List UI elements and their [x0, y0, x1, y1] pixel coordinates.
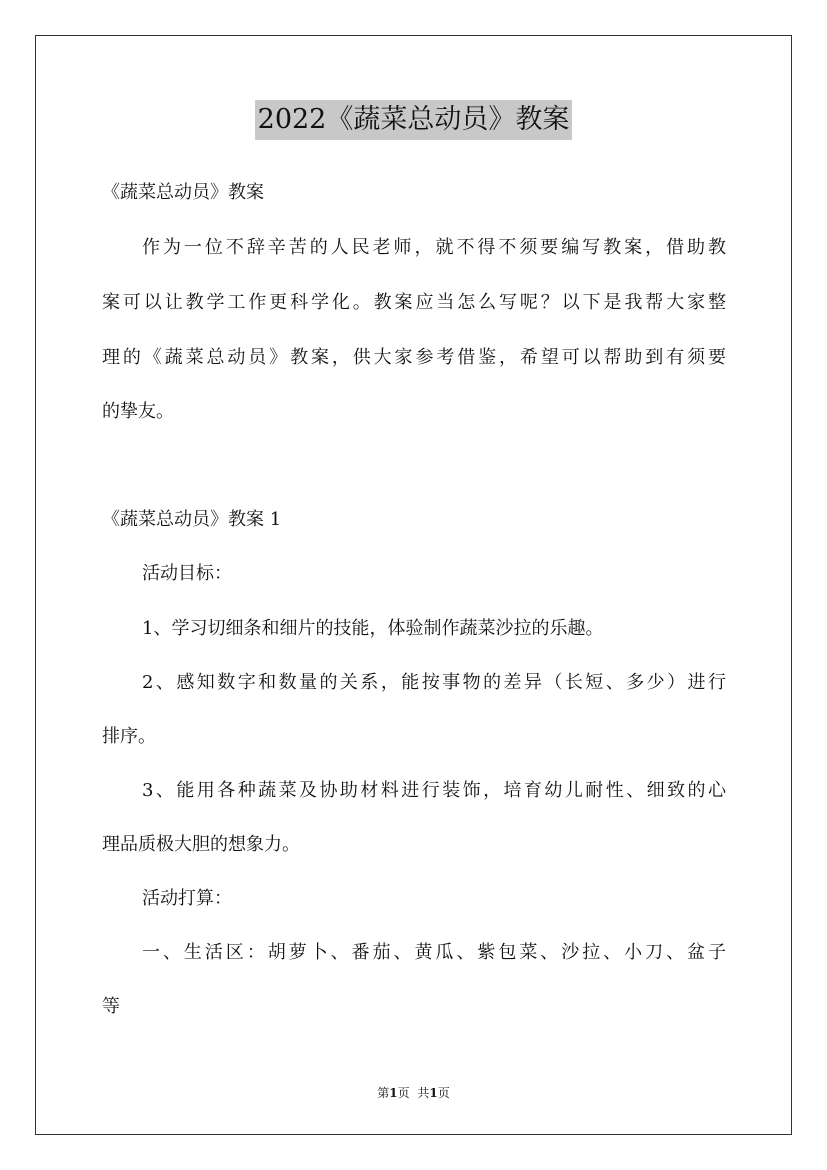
- goal-2-line-2: 排序。: [102, 726, 156, 747]
- intro-line-2: 案可以让教学工作更科学化。教案应当怎么写呢？以下是我帮大家整: [102, 292, 726, 313]
- prep-heading: 活动打算：: [142, 888, 232, 909]
- goal-3-line-1: 3、能用各种蔬菜及协助材料进行装饰，培育幼儿耐性、细致的心: [142, 780, 726, 801]
- subtitle: 《蔬菜总动员》教案: [102, 182, 264, 203]
- footer-total-number: 1: [429, 1086, 438, 1100]
- intro-line-4: 的挚友。: [102, 401, 174, 422]
- footer-page-suffix: 页: [397, 1086, 410, 1100]
- intro-line-3: 理的《蔬菜总动员》教案，供大家参考借鉴，希望可以帮助到有须要: [102, 347, 726, 368]
- intro-line-1: 作为一位不辞辛苦的人民老师，就不得不须要编写教案，借助教: [142, 237, 726, 258]
- title-wrap: [0, 100, 827, 140]
- goal-1: 1、学习切细条和细片的技能，体验制作蔬菜沙拉的乐趣。: [142, 618, 604, 639]
- prep-1-line-1: 一、生活区：胡萝卜、番茄、黄瓜、紫包菜、沙拉、小刀、盆子: [142, 942, 726, 963]
- page-footer: [0, 1084, 827, 1102]
- footer-page-number: 1: [389, 1086, 398, 1100]
- footer-page-prefix: 第: [377, 1086, 390, 1100]
- footer-total-suffix: 页: [437, 1086, 450, 1100]
- goal-2-line-1: 2、感知数字和数量的关系，能按事物的差异（长短、多少）进行: [142, 672, 726, 693]
- goal-3-line-2: 理品质极大胆的想象力。: [102, 834, 300, 855]
- footer-total-prefix: 共: [417, 1086, 430, 1100]
- goals-heading: 活动目标：: [142, 563, 232, 584]
- document-title: 2022《蔬菜总动员》教案: [255, 100, 573, 140]
- prep-1-line-2: 等: [102, 996, 120, 1017]
- section-heading: 《蔬菜总动员》教案 1: [102, 509, 282, 530]
